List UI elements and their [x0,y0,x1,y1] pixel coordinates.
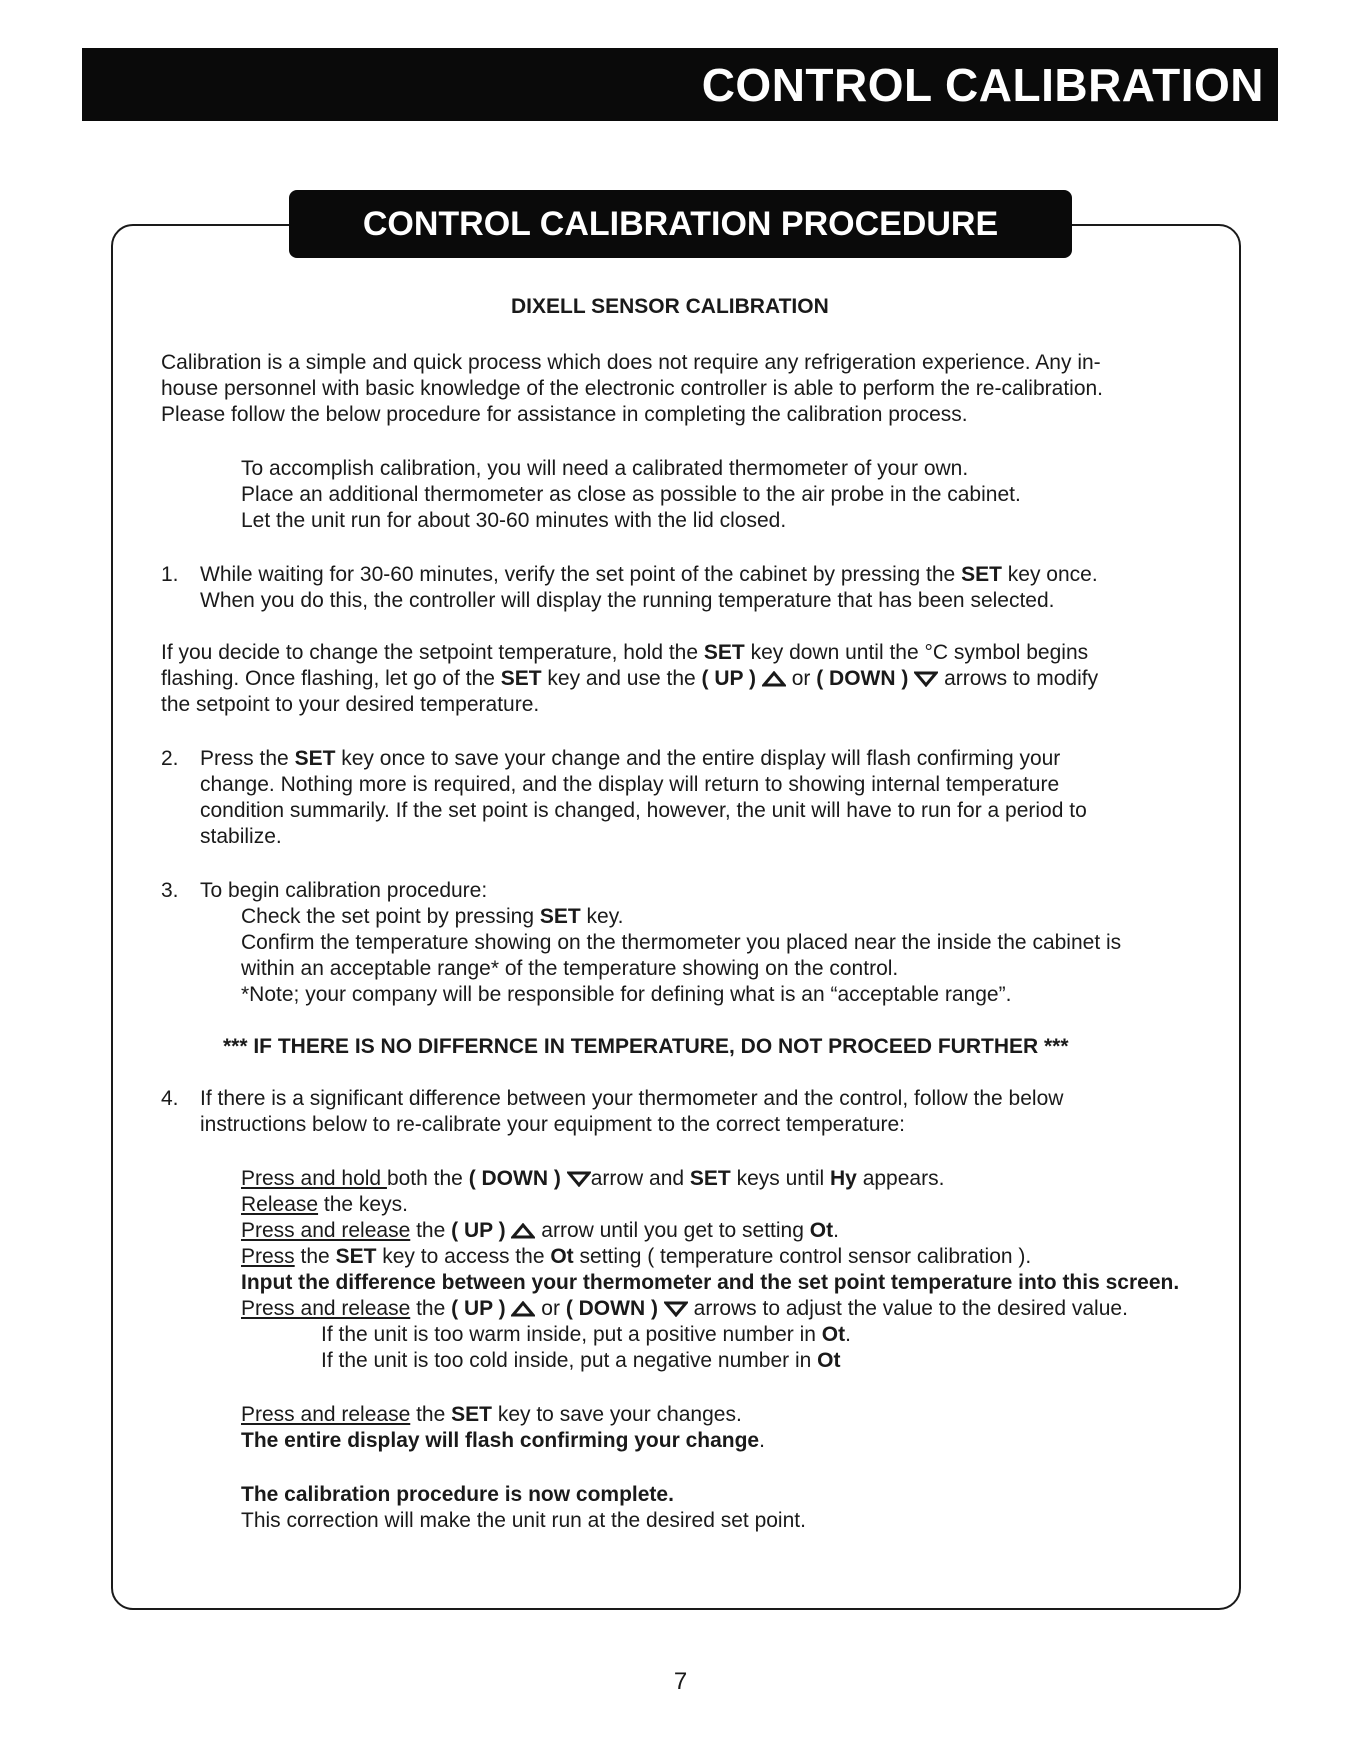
down-arrow-icon [664,1301,688,1317]
step3-line: Check the set point by pressing SET key. [241,905,624,928]
ot-label: Ot [817,1349,841,1372]
set-key-label: SET [539,905,581,928]
instruction-line: Input the difference between your thermometer and the set point temperature into this screen. [241,1271,1180,1294]
up-arrow-icon [511,1223,535,1239]
intro-line: Please follow the below procedure for assistance in completing the calibration process. [161,403,968,426]
set-key-label: SET [689,1167,731,1190]
prep-line: To accomplish calibration, you will need a calibrated thermometer of your own. [241,457,969,480]
complete-text: This correction will make the unit run at the desired set point. [241,1509,806,1532]
step2-line: change. Nothing more is required, and the display will return to showing internal temperature [200,773,1060,796]
down-arrow-icon [567,1171,591,1187]
intro-line: Calibration is a simple and quick process which does not require any refrigeration experience. Any in- [161,351,1101,374]
up-key-label: ( UP ) [451,1297,506,1320]
instruction-line: If the unit is too cold inside, put a negative number in Ot [321,1349,841,1372]
ot-label: Ot [550,1245,574,1268]
set-key-label: SET [335,1245,377,1268]
down-key-label: ( DOWN ) [565,1297,658,1320]
section-banner [289,190,1072,258]
setpoint-line: the setpoint to your desired temperature. [161,693,540,716]
step4-line: If there is a significant difference between your thermometer and the control, follow the below [200,1087,1064,1110]
step3-line: To begin calibration procedure: [200,879,488,902]
section-title: CONTROL CALIBRATION PROCEDURE [362,205,999,243]
up-key-label: ( UP ) [701,667,756,690]
instruction-line: Press and release the ( UP ) or ( DOWN ) arrows to adjust the value to the desired value. [241,1297,1128,1320]
step1-line: When you do this, the controller will display the running temperature that has been selected. [200,589,1055,612]
down-key-label: ( DOWN ) [468,1167,561,1190]
prep-line: Let the unit run for about 30-60 minutes with the lid closed. [241,509,787,532]
up-arrow-icon [762,671,786,687]
step3-line: *Note; your company will be responsible for defining what is an “acceptable range”. [241,983,1012,1006]
hy-label: Hy [830,1167,857,1190]
intro-line: house personnel with basic knowledge of the electronic controller is able to perform the re-calibration. [161,377,1104,400]
up-arrow-icon [511,1301,535,1317]
step3-line: Confirm the temperature showing on the thermometer you placed near the inside the cabinet is [241,931,1122,954]
prep-line: Place an additional thermometer as close as possible to the air probe in the cabinet. [241,483,1021,506]
instruction-line: Press the SET key to access the Ot setting ( temperature control sensor calibration ). [241,1245,1032,1268]
set-key-label: SET [451,1403,492,1426]
header-bar [82,48,1278,121]
step3-line: within an acceptable range* of the temperature showing on the control. [241,957,899,980]
header-title: CONTROL CALIBRATION [701,59,1264,111]
set-key-label: SET [500,667,542,690]
ot-label: Ot [821,1323,846,1346]
up-key-label: ( UP ) [451,1219,506,1242]
step-number: 4. [161,1087,179,1110]
complete-title: The calibration procedure is now complete. [241,1483,674,1506]
set-key-label: SET [703,641,745,664]
subtitle: DIXELL SENSOR CALIBRATION [511,295,829,318]
step2-line: stabilize. [200,825,282,848]
step1-line: While waiting for 30-60 minutes, verify the set point of the cabinet by pressing the SET key once. [200,563,1098,586]
step4-line: instructions below to re-calibrate your equipment to the correct temperature: [200,1113,906,1136]
page-number: 7 [673,1668,688,1695]
step-number: 2. [161,747,179,770]
setpoint-line: flashing. Once flashing, let go of the SET key and use the ( UP ) or ( DOWN ) arrows to modify [161,667,1099,690]
step-number: 3. [161,879,179,902]
instruction-line: Release the keys. [241,1193,408,1216]
instruction-line: The entire display will flash confirming your change. [241,1429,765,1452]
down-key-label: ( DOWN ) [816,667,909,690]
step-number: 1. [161,563,179,586]
instruction-line: Press and release the ( UP ) arrow until you get to setting Ot. [241,1219,839,1242]
instruction-line: Press and release the SET key to save your changes. [241,1403,742,1426]
instruction-line: If the unit is too warm inside, put a positive number in Ot. [321,1323,851,1346]
ot-label: Ot [809,1219,834,1242]
step2-line: Press the SET key once to save your change and the entire display will flash confirming your [200,747,1061,770]
instruction-line: Press and hold both the ( DOWN ) arrow and SET keys until Hy appears. [241,1167,945,1190]
warning-line: *** IF THERE IS NO DIFFERNCE IN TEMPERATURE, DO NOT PROCEED FURTHER *** [223,1035,1069,1058]
set-key-label: SET [961,563,1002,586]
set-key-label: SET [294,747,336,770]
down-arrow-icon [914,671,938,687]
setpoint-line: If you decide to change the setpoint temperature, hold the SET key down until the °C symbol begins [161,641,1089,664]
step2-line: condition summarily. If the set point is changed, however, the unit will have to run for a period to [200,799,1087,822]
